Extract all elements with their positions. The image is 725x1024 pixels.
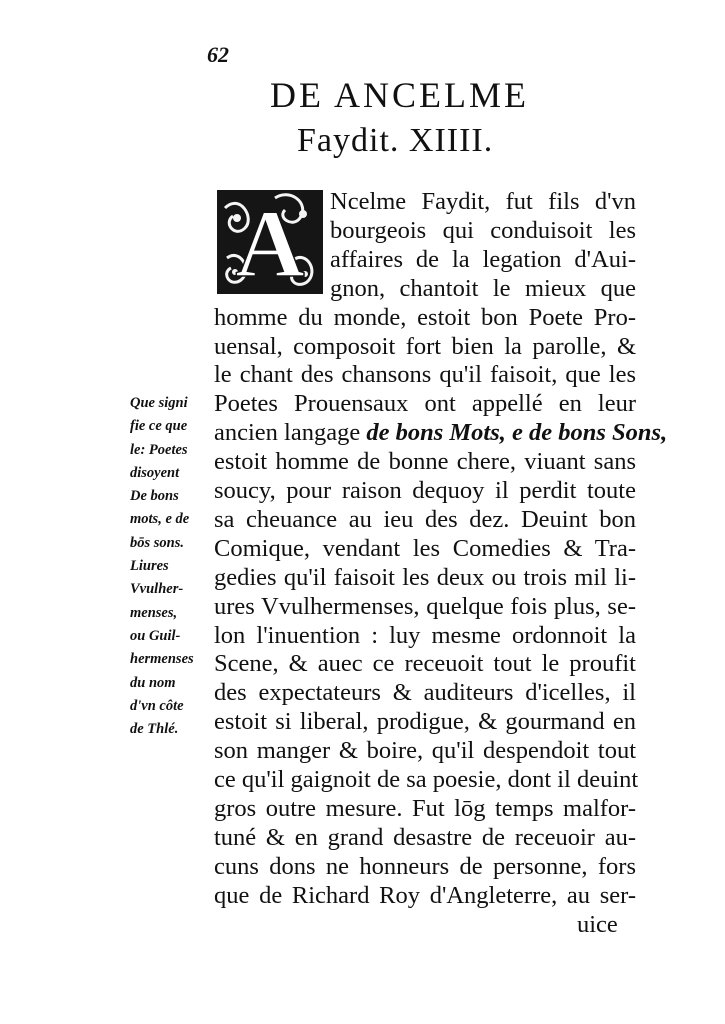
body-line-text: ce qu'il gaignoit de sa poesie, dont il deuint	[214, 766, 639, 793]
body-line-text: uensal, composoit fort bien la parolle, &	[214, 332, 636, 360]
body-line-text: lon l'inuention : luy mesme ordonnoit la	[214, 621, 636, 649]
body-line	[214, 853, 636, 881]
margin-note-line: menses,	[130, 604, 178, 621]
margin-note-line: De bons	[130, 488, 179, 505]
body-line	[330, 217, 636, 245]
body-line	[330, 246, 636, 274]
body-line	[214, 333, 636, 361]
body-line-text: Ncelme Faydit, fut fils d'vn	[330, 188, 636, 215]
margin-note-line: ou Guil-	[130, 627, 181, 644]
margin-note-line: fie ce que	[130, 418, 188, 435]
chapter-title: DE ANCELME	[270, 75, 529, 115]
italic-phrase: de bons Mots, e de bons Sons,	[366, 419, 668, 447]
margin-note-line: de Thlé.	[130, 721, 179, 738]
body-line-text: ancien langage	[214, 419, 367, 447]
body-line-text: cuns dons ne honneurs de personne, fors	[214, 852, 636, 880]
body-line	[214, 448, 636, 476]
margin-note-line: du nom	[130, 674, 176, 691]
body-line-text: homme du monde, estoit bon Poete Pro-	[214, 303, 636, 331]
margin-note-line: hermenses	[130, 651, 194, 668]
dropcap-letter: A	[235, 190, 305, 296]
body-line-text: estoit homme de bonne chere, viuant sans	[214, 448, 636, 476]
body-line-text: des expectateurs & auditeurs d'icelles, il	[214, 679, 636, 707]
body-line	[214, 622, 636, 650]
margin-note-line: Que signi	[130, 395, 188, 411]
body-line-text: uice	[577, 910, 618, 938]
body-line	[330, 275, 636, 303]
body-line-text: gros outre mesure. Fut lōg temps malfor-	[214, 794, 636, 822]
body-line	[214, 679, 636, 707]
body-line-text: gnon, chantoit le mieux que	[330, 274, 636, 302]
body-line	[214, 593, 636, 621]
body-line	[214, 766, 639, 794]
body-line	[214, 535, 636, 563]
margin-note-line: d'vn côte	[130, 697, 184, 714]
body-line	[577, 911, 637, 939]
margin-note-line: disoyent	[130, 464, 180, 481]
body-line-text: soucy, pour raison dequoy il perdit toute	[214, 477, 636, 504]
body-line	[214, 419, 668, 447]
margin-note-line: Vvulher-	[130, 581, 184, 598]
body-line-text: son manger & boire, qu'il despendoit tout	[214, 737, 636, 765]
body-line	[214, 650, 636, 678]
body-line	[214, 824, 636, 852]
body-line-text: tuné & en grand desastre de receuoir au-	[214, 823, 636, 851]
body-line-text: que de Richard Roy d'Angleterre, au ser-	[214, 881, 636, 909]
body-line	[214, 477, 636, 505]
body-line	[214, 737, 636, 765]
chapter-subtitle: Faydit. XIIII.	[297, 122, 494, 159]
margin-note-line: mots, e de	[130, 511, 190, 528]
body-line	[214, 361, 636, 389]
body-line-text: ures Vvulhermenses, quelque fois plus, se-	[214, 592, 636, 620]
body-line-text: Poetes Prouensaux ont appellé en leur	[214, 390, 636, 418]
body-line	[214, 882, 636, 910]
body-line-text: le chant des chansons qu'il faisoit, que les	[214, 361, 636, 389]
body-line	[214, 795, 636, 823]
ornamental-dropcap	[215, 188, 325, 296]
body-line	[214, 304, 636, 332]
body-line-text: Comique, vendant les Comedies & Tra-	[214, 534, 636, 562]
margin-note-line: Liures	[130, 558, 169, 575]
body-line	[214, 708, 636, 736]
body-line-text: bourgeois qui conduisoit les	[330, 216, 636, 244]
body-line-text: Scene, & auec ce receuoit tout le proufit	[214, 650, 636, 678]
body-line	[214, 390, 636, 418]
margin-note-line: le: Poetes	[130, 441, 188, 458]
body-line-text: affaires de la legation d'Aui-	[330, 245, 636, 273]
body-line	[330, 188, 636, 216]
margin-note-line: bōs sons.	[130, 534, 184, 551]
page-number: 62	[207, 42, 229, 67]
body-line-text: estoit si liberal, prodigue, & gourmand en	[214, 708, 636, 736]
margin-note	[130, 392, 210, 741]
body-line-text: sa cheuance au ieu des dez. Deuint bon	[214, 505, 636, 533]
body-line	[214, 564, 636, 592]
body-line	[214, 506, 636, 534]
body-line-text: gedies qu'il faisoit les deux ou trois mil li-	[214, 563, 636, 591]
